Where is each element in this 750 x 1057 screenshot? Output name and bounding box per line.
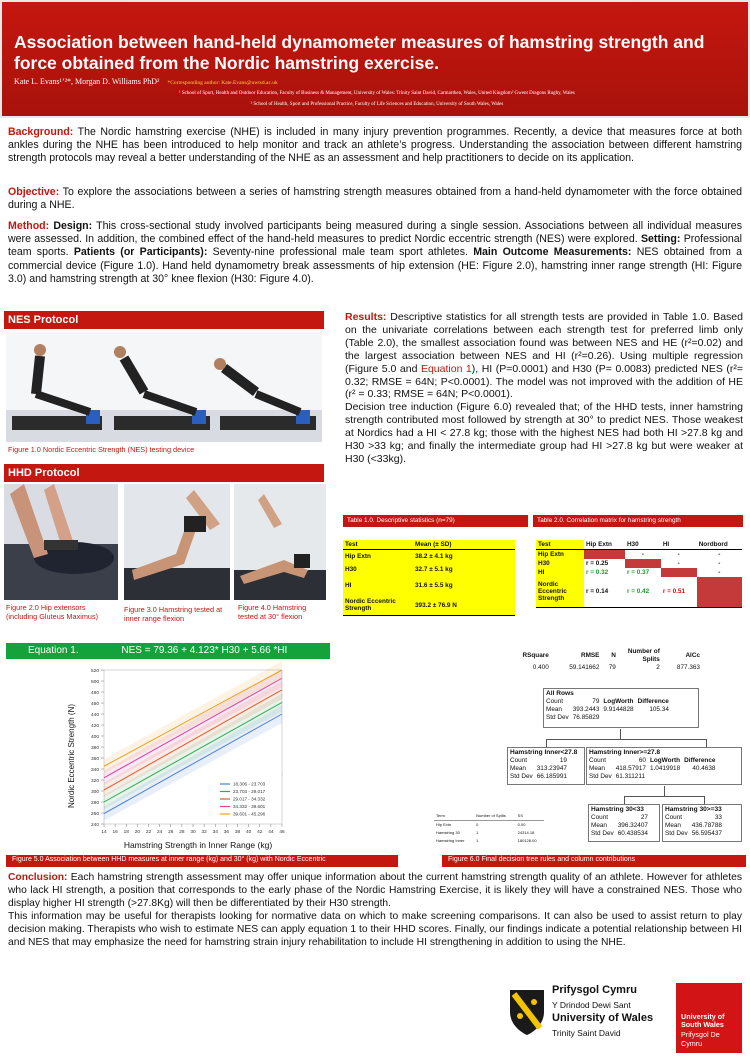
usw-name-en: University of South Wales <box>681 1012 725 1030</box>
usw-logo <box>676 983 742 1053</box>
background-text: The Nordic hamstring exercise (NHE) is included in many injury prevention programmes. Recently, a device that measures force at both ankles during the NHE has been introduced to help monitor and track an athlete’s progress. Understanding the association between different hamstring strength protocols may reveal a better understanding of the NHE as an assessment and help practitioners to decide on its application. <box>8 126 742 165</box>
tree-connector <box>624 796 625 804</box>
table-cell: - <box>641 551 644 558</box>
table-cell: HI <box>536 568 584 577</box>
tree-node-title: Hamstring Inner<27.8 <box>510 749 578 756</box>
table-row <box>536 559 742 568</box>
patients-text: Seventy-nine professional male team sport athletes. <box>212 246 468 259</box>
diagonal-cell <box>697 577 742 607</box>
contrib-cell: 180128.00 <box>517 838 537 843</box>
column-contributions <box>434 812 544 842</box>
x-tick-label: 18 <box>123 830 129 835</box>
tree-connector <box>706 739 707 747</box>
results-text-1b: ), HI (P=0.0001) and H30 (P= 0.0083) predicted NES (r²= 0.32; RMSE = 64N; P<0.0001). The model was not improved with the addition of HE (r² = 0.33; RMSE = 64N; P<0.0001). <box>345 362 744 401</box>
setting-text: Professional team sports. <box>8 233 742 259</box>
tree-value: 105.34 <box>649 706 669 713</box>
table-cell: 393.2 ± 76.9 N <box>415 601 457 609</box>
y-tick-label: 440 <box>90 712 99 718</box>
diagonal-cell <box>625 559 661 568</box>
y-tick-label: 320 <box>90 778 99 784</box>
results-text-2: Decision tree induction (Figure 6.0) revealed that; of the HHD tests, inner hamstring strength contributed most followed by strength at 30° to predict NES. Those weakest at Nordics had a HI < 27.8 kg; those with the highest NES had both HI >27.8 kg and H30 >33 kg; and finally the intermediate group had HI >27.8 kg but were weaker at H30 (<33kg). <box>345 401 743 465</box>
tree-label: LogWorth <box>649 757 681 764</box>
authors: Kate L. Evans¹ʼ²*, Morgan D. Williams PhD² <box>14 77 160 86</box>
table-row <box>536 550 742 560</box>
tree-label: Mean <box>591 822 607 829</box>
table-cell: - <box>677 560 680 567</box>
uwtsd-subname-en: Trinity Saint David <box>552 1028 621 1038</box>
y-tick-label: 260 <box>90 811 99 817</box>
tree-summary-cell: RMSE <box>580 652 600 659</box>
correlation-matrix-table <box>536 540 742 608</box>
tree-value: 60.438534 <box>617 830 648 837</box>
design-label: Design: <box>53 220 93 232</box>
x-tick-label: 16 <box>112 830 118 835</box>
conclusion-text-1: Each hamstring strength assessment may offer unique information about the current hamstring strength quality of an athlete. However for athletes who lack HI strength, a position that corresponds to the early phase of the Nordic Hamstring Exercise, it is likely they will have a constrained NES. Those who display higher HI strength (>27.8Kg) will then be differentiated by their H30 strength. <box>8 872 742 909</box>
hip-extension-photo <box>4 484 118 600</box>
y-tick-label: 480 <box>90 690 99 696</box>
background-section <box>8 126 742 166</box>
tree-summary-cell: AICc <box>685 652 700 659</box>
equation-label: Equation 1. <box>28 645 79 656</box>
diagonal-cell <box>584 550 625 560</box>
tree-summary-cell: 877.363 <box>676 664 700 671</box>
descriptive-stats-table <box>343 540 515 616</box>
table-row <box>343 595 515 616</box>
equation-reference: Equation 1 <box>420 362 472 375</box>
x-tick-label: 32 <box>201 830 207 835</box>
tree-label: Count <box>589 757 607 764</box>
contrib-cell: Hamstring 30 <box>436 830 460 835</box>
tree-label: Mean <box>510 765 526 772</box>
outcome-label: Main Outcome Measurements: <box>473 246 632 259</box>
table-cell: r = 0.32 <box>586 569 609 576</box>
poster-header <box>0 0 750 118</box>
x-tick-label: 46 <box>279 830 285 835</box>
author-line <box>14 77 278 86</box>
tree-value: 79 <box>592 698 600 705</box>
tree-node-inner-low <box>507 747 585 785</box>
table-2-header: Test <box>536 540 584 550</box>
tree-label: Difference <box>637 698 669 705</box>
y-tick-label: 300 <box>90 789 99 795</box>
x-tick-label: 38 <box>234 830 241 835</box>
table-1-header: Test <box>345 541 358 548</box>
tree-node-inner-high <box>586 747 742 785</box>
hhd-protocol-heading: HHD Protocol <box>4 464 324 482</box>
uwtsd-name-cy: Prifysgol Cymru <box>552 984 637 996</box>
tree-value: 56.595437 <box>691 830 722 837</box>
tree-value: 418.57917 <box>615 765 646 772</box>
tree-value: 60 <box>638 757 646 764</box>
table-cell: - <box>718 551 721 558</box>
conclusion-text-2: This information may be useful for therapists looking for normative data on which to make screening comparisons. It can also be used to assist return to play decision making. Therapists who wish to estimate NES can apply equation 1 to their HHD scores. Finally, our findings indicate a potential relationship between HI and NES that may emphasize the need for hamstring strain injury rehabilitation to include HI strengthening in addition to using the NHE. <box>8 910 742 948</box>
table-cell: HI <box>345 582 352 589</box>
tree-node-h30-high <box>662 804 742 842</box>
table-cell: r = 0.51 <box>662 588 686 596</box>
y-tick-label: 500 <box>90 679 99 685</box>
tree-label: Count <box>510 757 528 764</box>
tree-label: Difference <box>684 757 716 764</box>
x-tick-label: 34 <box>212 830 218 835</box>
tree-summary <box>506 648 702 678</box>
results-heading: Results: <box>345 311 387 323</box>
table-1-header-row <box>343 540 515 550</box>
tree-summary-cell: 0.400 <box>532 664 549 671</box>
table-cell: 38.2 ± 4.1 kg <box>415 553 453 560</box>
uwtsd-name-en: University of Wales <box>552 1012 654 1024</box>
setting-label: Setting: <box>640 233 681 246</box>
contrib-cell: Hamstring Inner <box>436 838 465 843</box>
tree-value: 61.311211 <box>615 773 645 780</box>
table-cell: r = 0.14 <box>586 588 609 596</box>
table-2-header-row <box>536 540 742 550</box>
y-tick-label: 380 <box>90 745 99 751</box>
legend-entry: 34.332 - 39.601 <box>233 804 266 810</box>
equation-formula: NES = 79.36 + 4.123* H30 + 5.66 *HI <box>121 645 288 656</box>
x-tick-label: 42 <box>257 830 263 835</box>
poster-title: Association between hand-held dynamometer measures of hamstring strength and force obtained from the Nordic hamstring exercise. <box>14 32 705 73</box>
table-cell: Hip Extn <box>536 550 584 560</box>
tree-label: Std Dev <box>591 830 614 837</box>
x-tick-label: 20 <box>134 830 141 835</box>
contrib-cell: 0 <box>476 822 479 827</box>
table-cell: H30 <box>536 559 584 568</box>
tree-connector <box>704 796 705 804</box>
x-tick-label: 28 <box>179 830 185 835</box>
patients-label: Patients (or Participants): <box>73 246 208 259</box>
x-tick-label: 22 <box>145 830 152 835</box>
tree-connector <box>624 796 704 797</box>
tree-value: 40.4638 <box>692 765 716 772</box>
tree-label: Mean <box>546 706 562 713</box>
tree-value: 27 <box>640 814 648 821</box>
corresponding-author: *Corresponding author: Kate.Evans@uwtsd.ac.uk <box>167 80 278 86</box>
legend-entry: 23.703 - 29.017 <box>233 789 266 795</box>
tree-summary-cell: N <box>611 652 616 659</box>
table-cell: 31.6 ± 5.5 kg <box>415 582 453 589</box>
y-tick-label: 520 <box>90 668 99 674</box>
tree-label: LogWorth <box>603 698 634 705</box>
tree-node-title: Hamstring 30<33 <box>591 806 644 813</box>
contrib-cell: 1 <box>476 838 479 843</box>
tree-summary-cell: RSquare <box>522 652 549 659</box>
table-cell: r = 0.42 <box>626 588 650 596</box>
chart-x-axis-label: Hamstring Strength in Inner Range (kg) <box>123 840 273 850</box>
inner-range-photo <box>124 484 230 600</box>
tree-label: Count <box>591 814 609 821</box>
tree-node-title: Hamstring 30>=33 <box>665 806 722 813</box>
y-tick-label: 420 <box>90 723 99 729</box>
table-cell: 32.7 ± 5.1 kg <box>415 566 453 573</box>
tree-label: Count <box>546 698 564 705</box>
x-tick-label: 36 <box>223 830 230 835</box>
objective-section <box>8 186 742 212</box>
table-row <box>343 563 515 576</box>
shield-icon <box>508 988 546 1036</box>
figure-4-caption: Figure 4.0 Hamstring tested at 30° flexion <box>238 603 307 621</box>
table-2-header: H30 <box>626 541 639 548</box>
tree-summary-cell: 79 <box>608 664 616 671</box>
tree-connector <box>546 739 547 747</box>
table-row <box>343 550 515 564</box>
tree-connector <box>664 786 665 796</box>
conclusion-heading: Conclusion: <box>8 872 68 883</box>
table-row <box>343 576 515 595</box>
objective-heading: Objective: <box>8 186 60 198</box>
tree-summary-cell: 2 <box>656 664 660 671</box>
y-tick-label: 340 <box>90 767 99 773</box>
usw-name-cy: Prifysgol De Cymru <box>681 1030 720 1048</box>
background-heading: Background: <box>8 126 74 138</box>
tree-label: Mean <box>589 765 605 772</box>
table-2-title: Table 2.0. Correlation matrix for hamstring strength <box>533 515 743 527</box>
table-2-header: Nordbord <box>698 541 728 548</box>
regression-chart <box>6 660 332 852</box>
contrib-cell: 24314.18 <box>517 830 535 835</box>
table-cell: - <box>718 560 721 567</box>
tree-label: Std Dev <box>665 830 688 837</box>
table-1-header: Mean (± SD) <box>415 541 452 548</box>
tree-summary-cell: 59.141662 <box>569 664 600 671</box>
chart-y-axis-label: Nordic Eccentric Strength (N) <box>67 703 76 809</box>
nes-device-photo <box>6 332 322 442</box>
y-tick-label: 240 <box>90 822 99 828</box>
tree-label: Count <box>665 814 683 821</box>
method-section <box>8 220 742 286</box>
diagonal-cell <box>661 568 697 577</box>
figure-6-caption: Figure 6.0 Final decision tree rules and column contributions <box>442 855 746 867</box>
results-section <box>345 311 743 466</box>
affiliation-1: ¹ School of Sport, Health and Outdoor Education, Faculty of Business & Management, University of Wales: Trinity Saint David, Carmarthen, Wales, United Kingdom² Gwent Dragons Rugby, Wales <box>179 91 575 96</box>
tree-connector <box>620 729 621 739</box>
uwtsd-subname-cy: Y Drindod Dewi Sant <box>552 1000 631 1010</box>
legend-entry: 18.306 - 23.703 <box>233 781 266 787</box>
tree-value: 19 <box>559 757 567 764</box>
tree-label: Std Dev <box>510 773 533 780</box>
tree-summary-values <box>506 664 702 672</box>
tree-value: 393.2443 <box>572 706 600 713</box>
tree-node-h30-low <box>588 804 660 842</box>
tree-label: Std Dev <box>546 714 569 721</box>
x-tick-label: 44 <box>268 830 274 835</box>
legend-entry: 29.017 - 34.332 <box>233 796 266 802</box>
tree-value: 436.78788 <box>691 822 722 829</box>
x-tick-label: 40 <box>245 830 252 835</box>
tree-value: 76.85829 <box>572 714 600 721</box>
results-text-1: Descriptive statistics for all strength tests are provided in Table 1.0. Based on the univariate correlations between each strength test for preferred limb only (Table 2.0), the smallest association found was between NES and HE (r²=0.02) and the largest association between NES and HI (r²=0.26). Using multiple regression (Figure 5.0 and <box>345 311 743 375</box>
figure-1-caption: Figure 1.0 Nordic Eccentric Strength (NES) testing device <box>8 445 195 454</box>
contrib-cell: Hip Extn <box>436 822 452 827</box>
tree-value: 1.0419918 <box>649 765 681 772</box>
y-tick-label: 460 <box>90 701 99 707</box>
tree-node-title: All Rows <box>546 690 574 697</box>
tree-value: 66.185991 <box>536 773 567 780</box>
x-tick-label: 24 <box>156 830 163 835</box>
tree-connector <box>546 739 706 740</box>
table-cell: Nordic Eccentric Strength <box>345 598 396 612</box>
table-cell: r = 0.37 <box>626 569 650 576</box>
y-tick-label: 360 <box>90 756 99 762</box>
nes-protocol-heading: NES Protocol <box>4 311 324 329</box>
contrib-cell: 0.00 <box>517 822 526 827</box>
equation-bar <box>6 643 330 659</box>
table-2-header: HI <box>662 541 670 548</box>
x-tick-label: 30 <box>190 830 196 835</box>
table-cell: H30 <box>345 566 357 573</box>
tree-value: 9.9144828 <box>603 706 634 713</box>
table-cell: - <box>718 569 721 576</box>
table-cell: r = 0.25 <box>586 560 609 567</box>
tree-node-all-rows <box>543 688 699 728</box>
table-1-title: Table 1.0. Descriptive statistics (n=79) <box>343 515 528 527</box>
contrib-cell: 1 <box>476 830 479 835</box>
y-tick-label: 400 <box>90 734 99 740</box>
affiliation-2: ² School of Health, Sport and Professional Practice, Faculty of Life Sciences and Education, University of South Wales, Wales <box>250 102 504 107</box>
tree-value: 313.23947 <box>536 765 567 772</box>
x-tick-label: 26 <box>168 830 174 835</box>
contrib-header: Term <box>436 813 445 818</box>
figure-3-caption: Figure 3.0 Hamstring tested at inner range flexion <box>124 605 223 623</box>
design-text: This cross-sectional study involved participants being measured during a single session. Associations between all individual measures were assessed. In addition, the combined effect of the hand-held measures to predict Nordic eccentric strength (NES) were explored. <box>8 220 742 246</box>
tree-node-title: Hamstring Inner>=27.8 <box>589 749 661 756</box>
tree-value: 33 <box>714 814 722 821</box>
table-cell: Nordic Eccentric Strength <box>536 577 584 607</box>
table-cell: - <box>677 551 680 558</box>
x-tick-label: 14 <box>101 830 107 835</box>
legend-entry: 39.601 - 45.296 <box>233 811 266 817</box>
contrib-header: Number of Splits <box>476 813 506 818</box>
figure-2-caption: Figure 2.0 Hip extensors (including Gluteus Maximus) <box>6 603 99 621</box>
thirty-degree-photo <box>234 484 326 600</box>
table-row <box>536 568 742 577</box>
contrib-header: SS <box>517 813 523 818</box>
tree-label: Mean <box>665 822 681 829</box>
y-tick-label: 280 <box>90 800 99 806</box>
outcome-text: NES obtained from a commercial device (Figure 1.0). Hand held dynamometry break assessments of hip extension (HE: Figure 2.0), hamstring inner range strength (HI: Figure 3.0) and hamstring strength at 30° knee flexion (H30: Figure 4.0). <box>8 246 742 285</box>
table-row <box>536 577 742 607</box>
conclusion-section <box>8 872 742 949</box>
tree-summary-cell: Number of Splits <box>627 648 660 663</box>
tree-value: 396.32407 <box>617 822 648 829</box>
figure-5-caption: Figure 5.0 Association between HHD measures at inner range (kg) and 30° (kg) with Nordic Eccentric <box>6 855 398 867</box>
table-2-header: Hip Extn <box>586 541 612 548</box>
tree-summary-header <box>506 648 702 664</box>
method-heading: Method: <box>8 220 50 232</box>
tree-label: Std Dev <box>589 773 612 780</box>
table-cell: Hip Extn <box>345 553 371 560</box>
regression-chart-svg <box>6 660 332 852</box>
objective-text: To explore the associations between a series of hamstring strength measures obtained from a hand-held dynamometer with the force obtained during a NHE. <box>8 186 742 212</box>
